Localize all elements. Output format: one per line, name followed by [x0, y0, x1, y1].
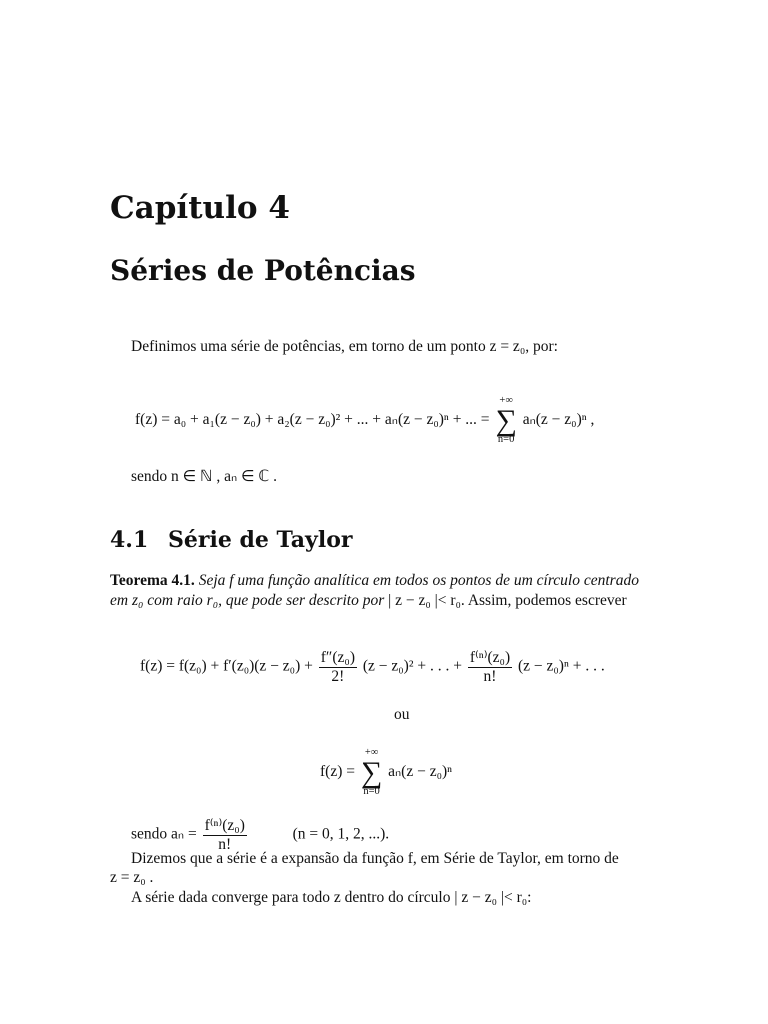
- coefficient-prefix: sendo aₙ =: [131, 825, 197, 843]
- sum-form-term: aₙ(z − z₀)ⁿ: [388, 763, 453, 781]
- taylor-part-1: f(z) = f(z₀) + f′(z₀)(z − z₀) +: [140, 657, 313, 675]
- sum-symbol: +∞ ∑ n=0: [495, 395, 517, 445]
- equation-taylor-expansion: [140, 648, 605, 686]
- equation-sum-form: [320, 748, 452, 797]
- intro-text: Definimos uma série de potências, em torno de um ponto z = z₀, por:: [131, 338, 558, 355]
- sum-upper-limit: +∞: [364, 747, 379, 758]
- fraction-second-derivative: [319, 649, 357, 686]
- chapter-title: Séries de Potências: [110, 254, 416, 287]
- coefficient-range: (n = 0, 1, 2, ...).: [292, 825, 390, 843]
- sum-form-lhs: f(z) =: [320, 763, 355, 781]
- fraction-denominator: n!: [483, 668, 497, 685]
- fraction-numerator: f⁽ⁿ⁾(z₀): [469, 649, 511, 666]
- sum-term: aₙ(z − z₀)ⁿ ,: [522, 411, 595, 429]
- section-title: Série de Taylor: [168, 527, 353, 553]
- theorem-text-1: Seja f uma função analítica em todos os pontos de um círculo centrado: [198, 572, 639, 589]
- theorem-text-2: em z₀ com raio r₀, que pode ser descrito por: [110, 592, 385, 609]
- taylor-part-3: (z − z₀)ⁿ + . . .: [517, 657, 605, 675]
- fraction-denominator: n!: [218, 836, 232, 853]
- fraction-numerator: f″(z₀): [320, 648, 355, 666]
- paragraph-2: A série dada converge para todo z dentro do círculo | z − z₀ |< r₀:: [131, 889, 532, 906]
- taylor-part-2: (z − z₀)² + . . . +: [362, 657, 462, 675]
- sum-lower-limit: n=0: [363, 785, 380, 797]
- section-heading: [110, 527, 352, 553]
- sum-upper-limit: +∞: [499, 395, 513, 406]
- fraction-denominator: 2!: [331, 667, 345, 685]
- section-number: 4.1: [110, 527, 149, 553]
- theorem-line-1: [110, 572, 639, 590]
- theorem-label: Teorema 4.1.: [110, 572, 195, 589]
- theorem-line-2: [110, 592, 627, 610]
- coefficient-definition: [131, 816, 389, 854]
- chapter-label: Capítulo 4: [110, 190, 290, 226]
- equation-lhs: f(z) = a₀ + a₁(z − z₀) + a₂(z − z₀)² + ... + aₙ(z − z₀)ⁿ + ... =: [135, 411, 490, 429]
- or-word: ou: [394, 706, 410, 723]
- equation-power-series: [135, 396, 594, 445]
- where-clause: sendo n ∈ ℕ , aₙ ∈ ℂ .: [131, 468, 277, 485]
- paragraph-1-line-2: z = z₀ .: [110, 869, 154, 886]
- fraction-numerator: f⁽ⁿ⁾(z₀): [204, 817, 245, 834]
- paragraph-1-line-1: Dizemos que a série é a expansão da função f, em Série de Taylor, em torno de: [131, 850, 619, 867]
- theorem-text-3: Assim, podemos escrever: [467, 592, 627, 609]
- theorem-condition: | z − z₀ |< r₀.: [388, 592, 465, 609]
- coefficient-fraction: [203, 816, 247, 854]
- sum-lower-limit: n=0: [497, 433, 515, 445]
- fraction-nth-derivative: [468, 648, 512, 686]
- sum-symbol: +∞ ∑ n=0: [360, 747, 383, 797]
